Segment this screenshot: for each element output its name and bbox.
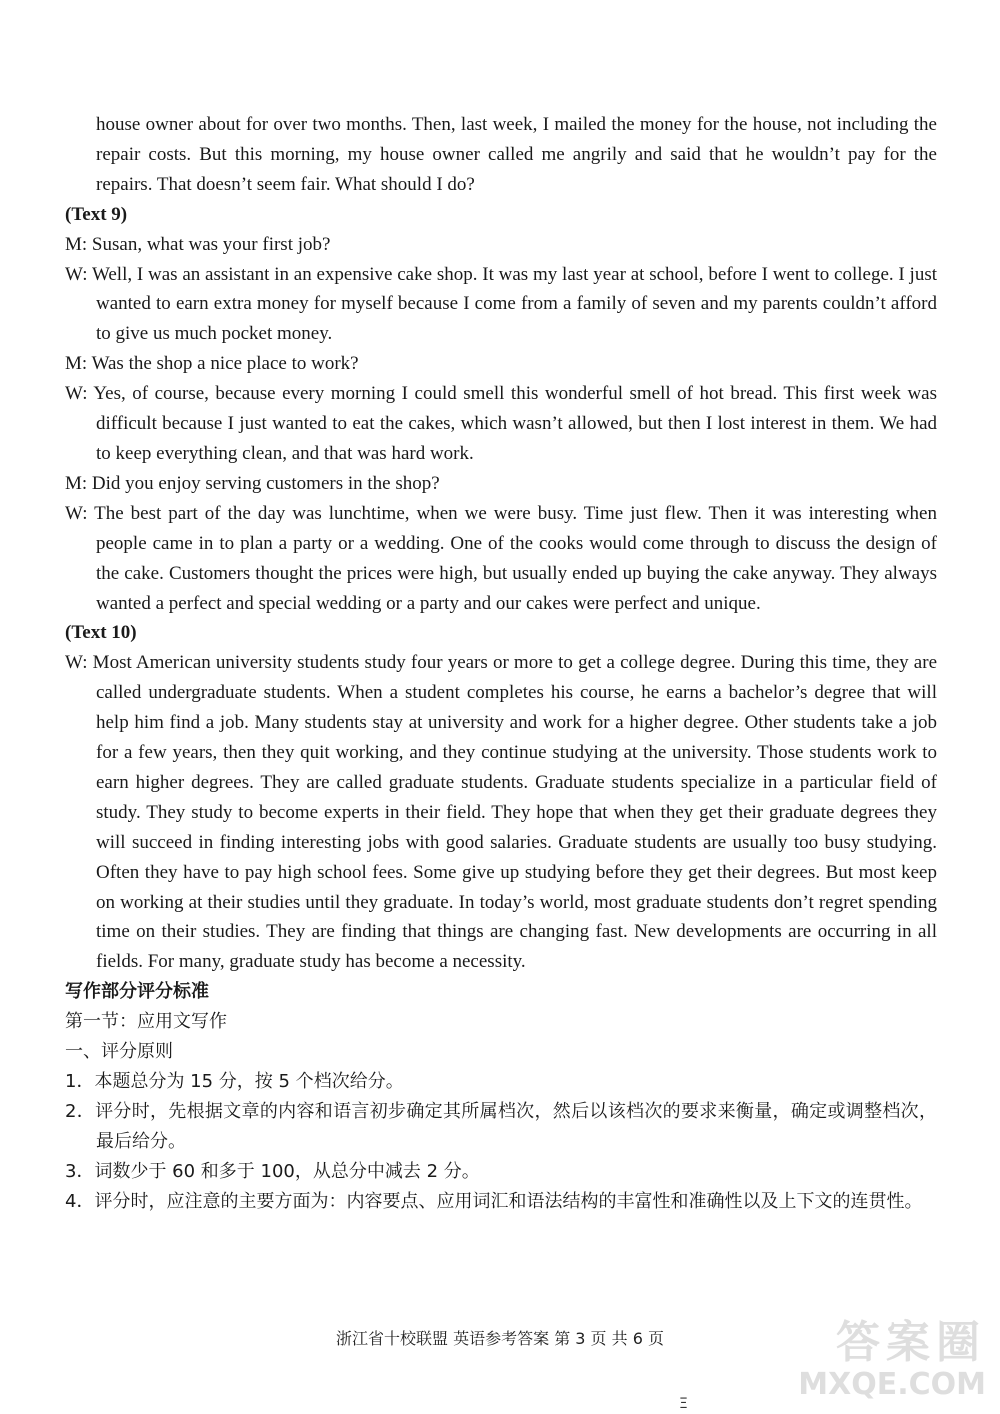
page-footer: 浙江省十校联盟 英语参考答案 第 3 页 共 6 页	[336, 1329, 664, 1348]
writing-section: 第一节：应用文写作	[65, 1011, 227, 1033]
rule-item: 3．词数少于 60 和多于 100，从总分中减去 2 分。	[65, 1160, 480, 1182]
rule-item: 1．本题总分为 15 分，按 5 个档次给分。	[65, 1071, 404, 1092]
text10-body: W: Most American university students study four years or more to get a college degree. During this time, they are called undergraduate students. When a student completes his course, he earns a bachelor’s degree that will help him find a job. Many students stay at university and work for a higher degree. Other students take a job for a few years, then they quit working, and they continue studying at the university. Those students work to earn higher degrees. They are called graduate students. Graduate students specialize in a particular field of study. They study to become experts in their field. They hope that when they get their graduate degrees they will succeed in finding interesting jobs with good salaries. Graduate students are usually too busy studying. Often they have to pay high school fees. Some give up studying before they get their degrees. But most keep on working at their studies until they graduate. In today’s world, most graduate students don’t regret spending time on their studies. They are finding that things are changing fast. New developments are occurring in all fields. For many, graduate study has become a necessity.	[65, 652, 937, 973]
text8-continuation: house owner about for over two months. Then, last week, I mailed the money for the house, not including the repair costs. But this morning, my house owner called me angrily and said that he wouldn’t pay for the repairs. That doesn’t seem fair. What should I do?	[96, 114, 937, 195]
rule-item: 2．评分时，先根据文章的内容和语言初步确定其所属档次，然后以该档次的要求来衡量，确定或调整档次，最后给分。	[65, 1100, 937, 1152]
writing-title: 写作部分评分标准	[65, 981, 209, 1003]
watermark-text-bottom: MXQE.COM	[798, 1367, 986, 1402]
writing-principle: 一、评分原则	[65, 1041, 173, 1063]
dialogue-line: M: Did you enjoy serving customers in the shop?	[65, 472, 440, 494]
dialogue-line: M: Susan, what was your first job?	[65, 233, 331, 255]
rule-item: 4．评分时，应注意的主要方面为：内容要点、应用词汇和语法结构的丰富性和准确性以及上下文的连贯性。	[65, 1190, 923, 1212]
bottom-mark: Ξ	[679, 1396, 688, 1412]
text9-heading: (Text 9)	[65, 203, 128, 225]
watermark-logo	[776, 1318, 986, 1410]
text10-heading: (Text 10)	[65, 622, 137, 644]
dialogue-line: M: Was the shop a nice place to work?	[65, 353, 359, 375]
dialogue-line: W: Well, I was an assistant in an expensive cake shop. It was my last year at school, before I went to college. I just wanted to earn extra money for myself because I come from a family of seven and my parents couldn’t afford to give us much pocket money.	[65, 263, 937, 345]
page-content	[65, 110, 937, 1217]
watermark-text-top: 答案圈	[836, 1317, 986, 1368]
dialogue-line: W: Yes, of course, because every morning I could smell this wonderful smell of hot bread. This first week was difficult because I just wanted to eat the cakes, which wasn’t allowed, but then I lost interest in them. We had to keep everything clean, and that was hard work.	[65, 383, 937, 464]
dialogue-line: W: The best part of the day was lunchtime, when we were busy. Time just flew. Then it was interesting when people came in to plan a party or a wedding. One of the cooks would come through to discuss the design of the cake. Customers thought the prices were high, but usually ended up buying the cake anyway. They always wanted a perfect and special wedding or a party and our cakes were perfect and unique.	[65, 502, 937, 614]
